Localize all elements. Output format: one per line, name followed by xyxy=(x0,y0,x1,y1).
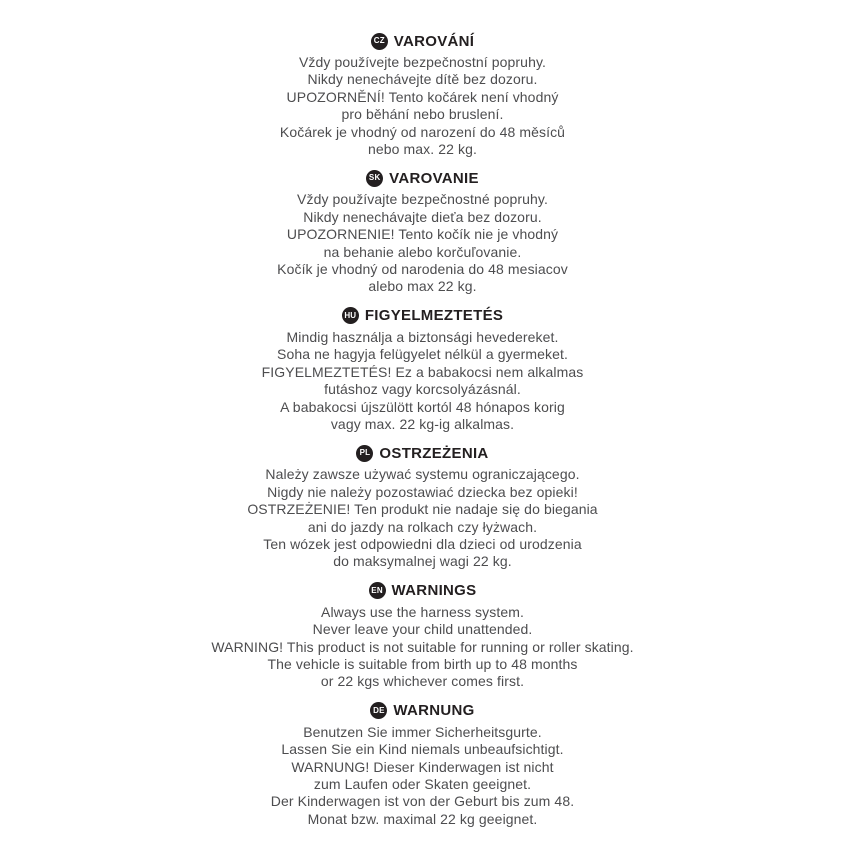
section-body-hu xyxy=(43,329,803,433)
warning-line: Kočík je vhodný od narodenia do 48 mesiacov xyxy=(277,261,568,278)
warning-line: Nigdy nie należy pozostawiać dziecka bez opieki! xyxy=(267,483,578,500)
warning-line: vagy max. 22 kg-ig alkalmas. xyxy=(330,415,515,432)
warning-section-de xyxy=(43,701,803,828)
warning-line: pro běhání nebo bruslení. xyxy=(341,106,504,123)
warning-section-pl xyxy=(43,443,803,570)
warning-line: UPOZORNENIE! Tento kočík nie je vhodný xyxy=(286,226,559,243)
warning-section-hu xyxy=(43,306,803,433)
warning-line: Ten wózek jest odpowiedni dla dzieci od urodzenia xyxy=(263,535,582,552)
section-body-sk xyxy=(43,191,803,295)
section-title-hu: FIGYELMEZTETÉS xyxy=(364,307,504,325)
language-badge-sk-icon: SK xyxy=(366,170,383,187)
section-header-sk xyxy=(43,168,803,188)
warning-line: futáshoz vagy korcsolyázásnál. xyxy=(324,381,521,398)
section-body-en xyxy=(43,604,803,691)
warning-line: or 22 kgs whichever comes first. xyxy=(320,673,525,690)
warning-line: WARNUNG! Dieser Kinderwagen ist nicht xyxy=(291,758,554,775)
warning-section-cz xyxy=(43,31,803,158)
section-title-en: WARNINGS xyxy=(391,582,477,600)
section-body-cz xyxy=(43,54,803,158)
section-header-pl xyxy=(43,443,803,463)
warning-line: nebo max. 22 kg. xyxy=(368,141,477,158)
warning-line: The vehicle is suitable from birth up to 48 months xyxy=(267,655,578,672)
warning-line: A babakocsi újszülött kortól 48 hónapos korig xyxy=(280,398,565,415)
language-badge-en-icon: EN xyxy=(369,582,386,599)
warning-line: WARNING! This product is not suitable for running or roller skating. xyxy=(211,638,634,655)
warning-line: Never leave your child unattended. xyxy=(312,621,533,638)
warning-section-sk xyxy=(43,168,803,295)
warning-line: Nikdy nenechávajte dieťa bez dozoru. xyxy=(303,208,542,225)
warning-line: Mindig használja a biztonsági hevedereket. xyxy=(286,328,559,345)
section-header-en xyxy=(43,581,803,601)
section-body-de xyxy=(43,724,803,828)
warning-line: alebo max 22 kg. xyxy=(368,278,477,295)
warning-line: Należy zawsze używać systemu ograniczającego. xyxy=(265,466,580,483)
section-header-de xyxy=(43,701,803,721)
warning-section-en xyxy=(43,581,803,691)
section-header-cz xyxy=(43,31,803,51)
language-badge-pl-icon: PL xyxy=(356,445,373,462)
warning-line: Kočárek je vhodný od narození do 48 měsíců xyxy=(279,123,566,140)
section-body-pl xyxy=(43,466,803,570)
warning-line: Soha ne hagyja felügyelet nélkül a gyermeket. xyxy=(277,346,568,363)
language-badge-de-icon: DE xyxy=(370,702,387,719)
warning-line: Vždy používejte bezpečnostní popruhy. xyxy=(298,54,547,70)
section-title-sk: VAROVANIE xyxy=(389,169,479,187)
warning-line: na behanie alebo korčuľovanie. xyxy=(323,243,522,260)
warning-line: Always use the harness system. xyxy=(321,603,524,620)
warning-line: Der Kinderwagen ist von der Geburt bis zum 48. xyxy=(270,793,575,810)
section-header-hu xyxy=(43,306,803,326)
warning-line: zum Laufen oder Skaten geeignet. xyxy=(313,776,532,792)
language-badge-hu-icon: HU xyxy=(342,307,359,324)
warning-line: Benutzen Sie immer Sicherheitsgurte. xyxy=(303,723,542,740)
warning-line: Vždy používajte bezpečnostné popruhy. xyxy=(297,191,548,208)
warning-line: Lassen Sie ein Kind niemals unbeaufsichtigt. xyxy=(281,741,564,758)
section-title-pl: OSTRZEŻENIA xyxy=(379,444,489,462)
warning-line: ani do jazdy na rolkach czy łyżwach. xyxy=(307,518,538,535)
warning-line: Monat bzw. maximal 22 kg geeignet. xyxy=(307,810,538,827)
warning-line: Nikdy nenechávejte dítě bez dozoru. xyxy=(307,71,538,88)
section-title-de: WARNUNG xyxy=(393,702,475,720)
warning-line: UPOZORNĚNÍ! Tento kočárek není vhodný xyxy=(286,88,559,105)
warning-line: FIGYELMEZTETÉS! Ez a babakocsi nem alkalmas xyxy=(261,363,584,380)
warning-line: OSTRZEŻENIE! Ten produkt nie nadaje się do biegania xyxy=(247,501,598,518)
section-title-cz: VAROVÁNÍ xyxy=(393,32,475,50)
language-badge-cz-icon: CZ xyxy=(371,33,388,50)
warning-line: do maksymalnej wagi 22 kg. xyxy=(333,553,512,570)
